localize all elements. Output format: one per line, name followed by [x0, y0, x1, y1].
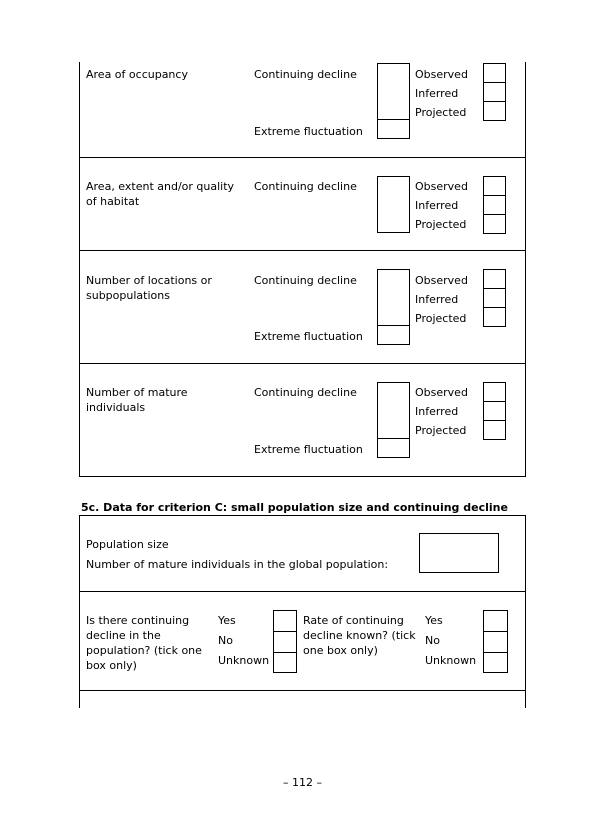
row-label: Area, extent and/or quality of habitat	[86, 180, 235, 208]
extreme-fluctuation-label: Extreme fluctuation	[254, 330, 363, 343]
table-right-border	[525, 515, 526, 708]
page-number: – 112 –	[283, 776, 322, 789]
projected-checkbox[interactable]	[483, 101, 506, 121]
option-yes-label: Yes	[425, 614, 443, 627]
projected-checkbox[interactable]	[483, 420, 506, 440]
projected-label: Projected	[415, 218, 467, 231]
decline-yes-checkbox[interactable]	[273, 610, 297, 632]
projected-checkbox[interactable]	[483, 307, 506, 327]
inferred-label: Inferred	[415, 87, 459, 100]
continuing-decline-checkbox[interactable]	[377, 176, 410, 233]
projected-label: Projected	[415, 106, 467, 119]
row-divider	[79, 363, 526, 364]
observed-label: Observed	[415, 68, 468, 81]
continuing-decline-checkbox[interactable]	[377, 269, 410, 326]
table-top-border	[79, 515, 526, 516]
mature-individuals-label: Number of mature individuals in the global population:	[86, 558, 389, 571]
inferred-checkbox[interactable]	[483, 401, 506, 421]
row-divider	[79, 157, 526, 158]
rate-unknown-checkbox[interactable]	[483, 652, 508, 673]
option-yes-label: Yes	[218, 614, 236, 627]
row-divider	[79, 250, 526, 251]
row-label: Area of occupancy	[86, 68, 188, 81]
inferred-checkbox[interactable]	[483, 288, 506, 308]
table-left-border	[79, 62, 80, 477]
observed-checkbox[interactable]	[483, 269, 506, 289]
decline-unknown-checkbox[interactable]	[273, 652, 297, 673]
inferred-checkbox[interactable]	[483, 195, 506, 215]
row-label: Number of mature individuals	[86, 386, 188, 414]
observed-checkbox[interactable]	[483, 382, 506, 402]
inferred-checkbox[interactable]	[483, 82, 506, 102]
projected-label: Projected	[415, 312, 467, 325]
row-divider	[79, 591, 526, 592]
inferred-label: Inferred	[415, 405, 459, 418]
projected-checkbox[interactable]	[483, 214, 506, 234]
observed-label: Observed	[415, 274, 468, 287]
row-divider	[79, 690, 526, 691]
observed-checkbox[interactable]	[483, 176, 506, 196]
projected-label: Projected	[415, 424, 467, 437]
mature-individuals-input[interactable]	[419, 533, 499, 573]
extreme-fluctuation-checkbox[interactable]	[377, 438, 410, 458]
section-5c-heading: 5c. Data for criterion C: small population size and continuing decline	[81, 501, 508, 514]
table-right-border	[525, 62, 526, 477]
table-bottom-border	[79, 476, 526, 477]
observed-checkbox[interactable]	[483, 63, 506, 83]
observed-label: Observed	[415, 180, 468, 193]
rate-known-question: Rate of continuing decline known? (tick one box only)	[303, 614, 416, 657]
extreme-fluctuation-label: Extreme fluctuation	[254, 125, 363, 138]
inferred-label: Inferred	[415, 199, 459, 212]
rate-no-checkbox[interactable]	[483, 631, 508, 653]
row-label: Number of locations or subpopulations	[86, 274, 212, 302]
population-size-label: Population size	[86, 538, 169, 551]
continuing-decline-label: Continuing decline	[254, 274, 357, 287]
rate-yes-checkbox[interactable]	[483, 610, 508, 632]
extreme-fluctuation-label: Extreme fluctuation	[254, 443, 363, 456]
table-left-border	[79, 515, 80, 708]
continuing-decline-label: Continuing decline	[254, 180, 357, 193]
continuing-decline-label: Continuing decline	[254, 386, 357, 399]
decline-no-checkbox[interactable]	[273, 631, 297, 653]
observed-label: Observed	[415, 386, 468, 399]
option-unknown-label: Unknown	[218, 654, 270, 667]
option-no-label: No	[425, 634, 440, 647]
continuing-decline-checkbox[interactable]	[377, 63, 410, 120]
extreme-fluctuation-checkbox[interactable]	[377, 119, 410, 139]
continuing-decline-question: Is there continuing decline in the population? (tick one box only)	[86, 614, 202, 672]
extreme-fluctuation-checkbox[interactable]	[377, 325, 410, 345]
option-unknown-label: Unknown	[425, 654, 477, 667]
option-no-label: No	[218, 634, 233, 647]
continuing-decline-checkbox[interactable]	[377, 382, 410, 439]
inferred-label: Inferred	[415, 293, 459, 306]
continuing-decline-label: Continuing decline	[254, 68, 357, 81]
